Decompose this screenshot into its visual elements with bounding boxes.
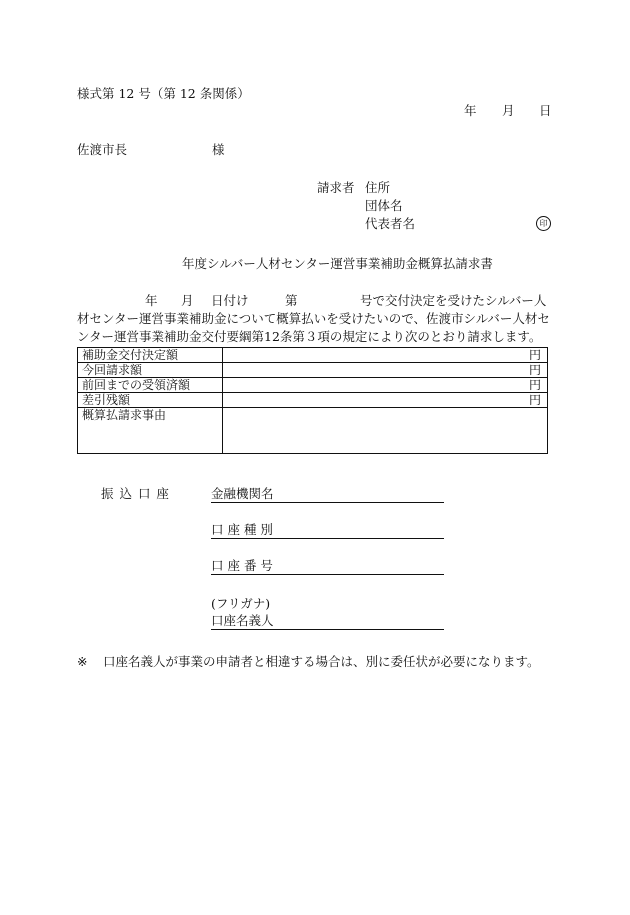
date-day-label: 日: [539, 103, 552, 118]
account-number-label: 口 座 番 号: [211, 558, 273, 573]
row-label: 概算払請求事由: [78, 408, 223, 454]
body-line1-rest: 号で交付決定を受けたシルバー人: [360, 293, 547, 308]
table-row: [78, 408, 548, 454]
reason-field[interactable]: [223, 408, 548, 454]
table-row: [78, 378, 548, 393]
row-label: 今回請求額: [78, 363, 223, 378]
address-label: 住所: [365, 180, 391, 195]
date-year-label: 年: [464, 103, 477, 118]
table-row: [78, 393, 548, 408]
note-mark: ※: [77, 654, 88, 669]
organization-label: 団体名: [365, 198, 403, 213]
account-type-field[interactable]: [211, 522, 444, 539]
row-label: 補助金交付決定額: [78, 348, 223, 363]
body-line3: ンター運営事業補助金交付要綱第12条第３項の規定により次のとおり請求します。: [77, 329, 542, 344]
amount-table: [77, 347, 548, 454]
row-value[interactable]: 円: [223, 348, 548, 363]
body-line2: 材センター運営事業補助金について概算払いを受けたいので、佐渡市シルバー人材セ: [77, 311, 550, 326]
row-value[interactable]: 円: [223, 363, 548, 378]
account-type-label: 口 座 種 別: [211, 522, 273, 537]
seal-mark: 印: [536, 216, 551, 231]
row-label: 差引残額: [78, 393, 223, 408]
body-number-prefix: 第: [285, 293, 298, 308]
addressee-name: 佐渡市長: [77, 142, 128, 157]
table-row: [78, 363, 548, 378]
bank-institution-field[interactable]: [211, 486, 444, 503]
body-year: 年: [145, 293, 158, 308]
row-label: 前回までの受領済額: [78, 378, 223, 393]
account-holder-field[interactable]: [211, 613, 444, 630]
bank-section-label: 振 込 口 座: [101, 486, 170, 501]
bank-institution-label: 金融機関名: [211, 486, 274, 501]
body-month: 月: [181, 293, 194, 308]
representative-label: 代表者名: [365, 216, 416, 231]
date-month-label: 月: [502, 103, 515, 118]
form-number: 様式第 12 号（第 12 条関係）: [77, 86, 250, 101]
addressee-honorific: 様: [212, 142, 225, 157]
table-row: [78, 348, 548, 363]
note-text: 口座名義人が事業の申請者と相違する場合は、別に委任状が必要になります。: [103, 654, 540, 669]
furigana-label: (フリガナ): [211, 596, 271, 611]
requester-label: 請求者: [317, 180, 355, 195]
body-date: 日付け: [211, 293, 249, 308]
document-title: 年度シルバー人材センター運営事業補助金概算払請求書: [182, 256, 493, 271]
row-value[interactable]: 円: [223, 378, 548, 393]
account-holder-label: 口座名義人: [211, 613, 274, 628]
account-number-field[interactable]: [211, 558, 444, 575]
row-value[interactable]: 円: [223, 393, 548, 408]
